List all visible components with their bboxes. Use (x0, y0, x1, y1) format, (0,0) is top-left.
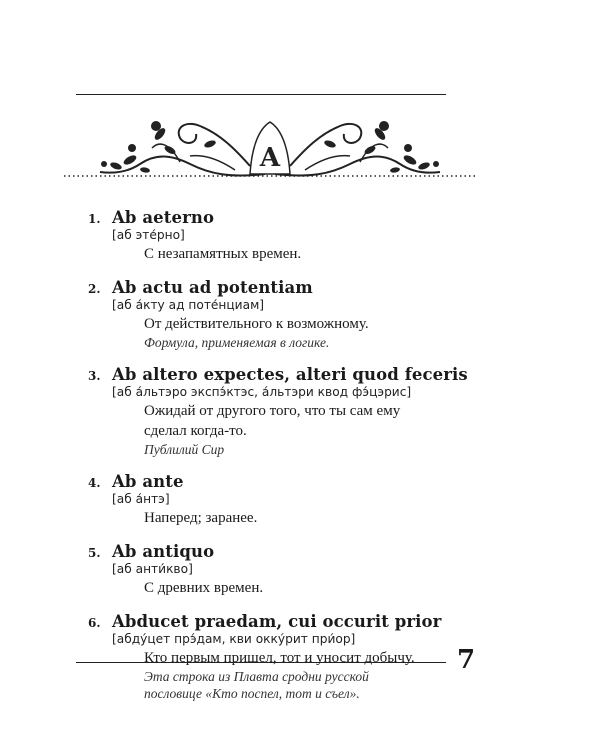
entry-number: 4. (88, 476, 101, 490)
transcription: [аб а́льтэро экспэ́ктэс, а́льтэри квод фэ́цэрис] (112, 385, 412, 399)
translation-line: Ожидай от другого того, что ты сам ему (144, 403, 401, 419)
transcription: [аб эте́рно] (112, 228, 185, 242)
floral-vignette-icon (60, 104, 480, 196)
transcription: [аб а́нтэ] (112, 492, 170, 506)
latin-phrase: Abducet praedam, cui occurit prior (112, 612, 442, 631)
entry-heading (88, 208, 468, 227)
translation-line: Кто первым пришел, тот и уносит добычу. (144, 650, 415, 666)
top-rule (76, 94, 446, 95)
translation-line: сделал когда-то. (144, 423, 247, 439)
translation-line: С древних времен. (144, 580, 264, 596)
translation-line: От действительного к возможному. (144, 316, 369, 332)
translation-line: С незапамятных времен. (144, 246, 302, 262)
entry-item (88, 472, 468, 528)
latin-phrase: Ab actu ad potentiam (112, 278, 313, 297)
entry-heading (88, 612, 468, 631)
entry-number: 3. (88, 369, 101, 383)
entry-heading (88, 542, 468, 561)
entry-heading (88, 472, 468, 491)
note-line: Формула, применяемая в логике. (144, 335, 330, 350)
entry-item (88, 542, 468, 598)
entry-item (88, 278, 468, 351)
entry-number: 2. (88, 282, 101, 296)
entry-item (88, 365, 468, 458)
note-line: Публилий Сир (144, 442, 225, 457)
transcription: [аб а́кту ад поте́нциам] (112, 298, 265, 312)
latin-phrase: Ab ante (112, 472, 184, 491)
entry-item (88, 208, 468, 264)
entry-number: 1. (88, 212, 101, 226)
translation-line: Наперед; заранее. (144, 510, 258, 526)
note-line: Эта строка из Плавта сродни русской (144, 669, 369, 684)
entry-number: 6. (88, 616, 101, 630)
page-number: 7 (457, 645, 476, 675)
entry-list (88, 208, 468, 716)
latin-phrase: Ab altero expectes, alteri quod feceris (112, 365, 468, 384)
latin-phrase: Ab antiquo (112, 542, 215, 561)
entry-item (88, 612, 468, 702)
entry-heading (88, 365, 468, 384)
ornament-letter: A (259, 143, 281, 173)
entry-heading (88, 278, 468, 297)
note-line: пословице «Кто поспел, тот и съел». (144, 686, 360, 701)
latin-phrase: Ab aeterno (112, 208, 215, 227)
transcription: [абду́цет прэ́дам, кви окку́рит при́ор] (112, 632, 356, 646)
transcription: [аб анти́кво] (112, 562, 193, 576)
bottom-rule (76, 662, 446, 663)
entry-number: 5. (88, 546, 101, 560)
